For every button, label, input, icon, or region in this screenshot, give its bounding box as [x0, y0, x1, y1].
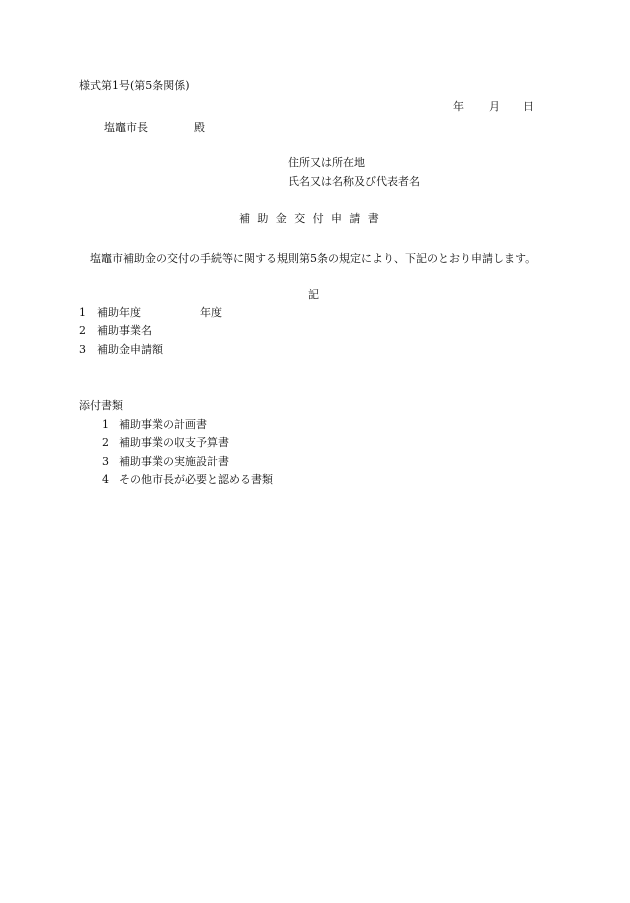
attachment-item	[102, 473, 273, 487]
item-suffix: 年度	[200, 306, 222, 319]
attachment-number: 4	[102, 473, 109, 486]
attachment-item	[102, 455, 229, 469]
item-number: 1	[79, 306, 86, 319]
applicant-address-label: 住所又は所在地	[288, 156, 365, 169]
date-year-label: 年	[453, 100, 464, 113]
addressee-honorific: 殿	[194, 121, 205, 134]
attachment-number: 3	[102, 455, 109, 468]
form-number: 様式第1号(第5条関係)	[79, 79, 190, 92]
date-day-label: 日	[523, 100, 534, 113]
attachment-item	[102, 418, 207, 432]
attachment-label: 補助事業の収支予算書	[119, 436, 229, 449]
document-title: 補助金交付申請書	[239, 212, 387, 225]
attachment-label: 補助事業の実施設計書	[119, 455, 229, 468]
body-paragraph: 塩竈市補助金の交付の手続等に関する規則第5条の規定により、下記のとおり申請します。	[90, 252, 537, 265]
attachment-label: その他市長が必要と認める書類	[119, 473, 273, 486]
attachments-heading: 添付書類	[79, 399, 123, 412]
item-label: 補助金申請額	[97, 343, 163, 356]
item-row	[79, 343, 163, 357]
attachment-item	[102, 436, 229, 450]
attachment-number: 1	[102, 418, 109, 431]
item-row	[79, 324, 152, 338]
attachment-label: 補助事業の計画書	[119, 418, 207, 431]
date-month-label: 月	[489, 100, 500, 113]
item-number: 2	[79, 324, 86, 337]
ki-label: 記	[308, 288, 319, 301]
addressee: 塩竈市長	[104, 121, 148, 134]
item-label: 補助年度	[97, 306, 141, 319]
item-row	[79, 306, 141, 320]
item-number: 3	[79, 343, 86, 356]
attachment-number: 2	[102, 436, 109, 449]
applicant-name-label: 氏名又は名称及び代表者名	[288, 175, 420, 188]
item-label: 補助事業名	[97, 324, 152, 337]
